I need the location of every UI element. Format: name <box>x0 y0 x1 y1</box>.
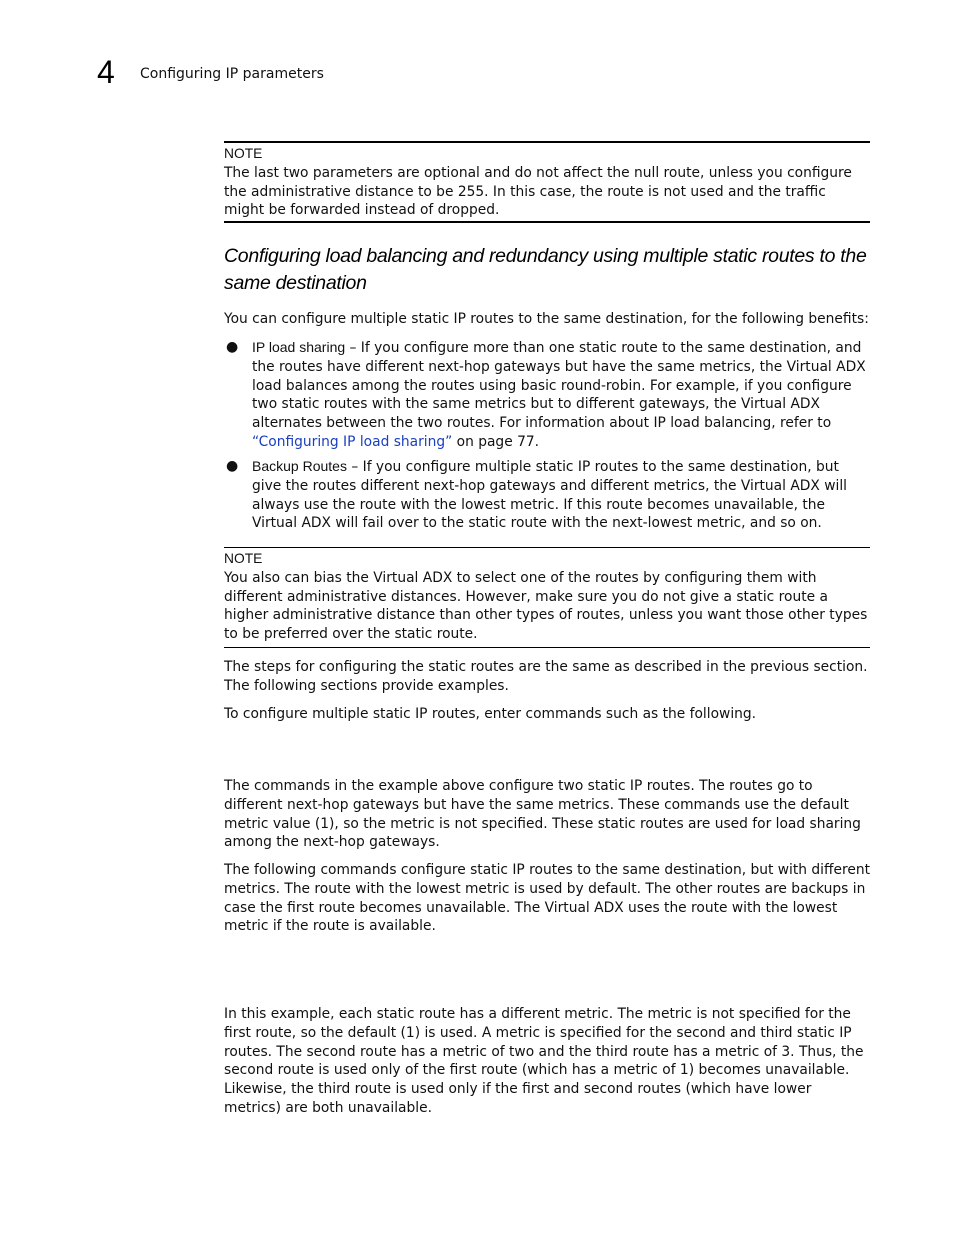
bullet-term: Backup Routes <box>252 458 347 474</box>
note-label: NOTE <box>224 146 263 161</box>
paragraph: To configure multiple static IP routes, enter commands such as the following. <box>224 706 757 722</box>
chapter-title: Configuring IP parameters <box>140 66 324 82</box>
list-item <box>224 457 870 533</box>
bullet-text: – If you configure multiple static IP routes to the same destination, but give the routes different next-hop gateways and different metrics, the Virtual ADX will always use the route with the lowest metric. If this route becomes unavailable, the Virtual ADX will fail over to the static route with the next-lowest metric, and so on. <box>252 459 848 532</box>
paragraph: The steps for configuring the static routes are the same as described in the previous section. The following sections provide examples. <box>224 659 868 694</box>
chapter-number: 4 <box>97 54 115 90</box>
bullet-icon: ● <box>226 339 239 355</box>
section-heading: Configuring load balancing and redundancy using multiple static routes to the same destination <box>224 245 867 294</box>
note-text: The last two parameters are optional and do not affect the null route, unless you configure the administrative distance to be 255. In this case, the route is not used and the traffic might be forwarded instead of dropped. <box>224 164 852 219</box>
paragraph: The commands in the example above configure two static IP routes. The routes go to different next-hop gateways but have the same metrics. These commands use the default metric value (1), so the metric is not specified. These static routes are used for load sharing among the next-hop gateways. <box>224 778 861 851</box>
cross-reference-link[interactable]: “Configuring IP load sharing” <box>252 433 453 450</box>
bullet-icon: ● <box>226 458 239 474</box>
paragraph: The following commands configure static IP routes to the same destination, but with different metrics. The route with the lowest metric is used by default. The other routes are backups in case the first route becomes unavailable. The Virtual ADX uses the route with the lowest metric if the route is available. <box>224 862 871 935</box>
bullet-text-tail: on page 77. <box>452 433 540 450</box>
note-text: You also can bias the Virtual ADX to select one of the routes by configuring them with different administrative distances. However, make sure you do not give a static route a higher administrative distance than other types of routes, unless you want those other types to be preferred over the static route. <box>224 569 868 643</box>
note-label: NOTE <box>224 551 263 566</box>
bullet-term: IP load sharing <box>252 339 346 355</box>
list-item <box>224 338 870 452</box>
note-box <box>224 141 870 223</box>
note-box <box>224 547 870 648</box>
bullet-text: – If you configure more than one static route to the same destination, and the routes have different next-hop gateways but have the same metrics, the Virtual ADX load balances among the routes using basic round-robin. For example, if you configure two static routes with the same metrics but to different gateways, the Virtual ADX alternates between the two routes. For information about IP load balancing, refer to <box>252 340 866 432</box>
paragraph: In this example, each static route has a different metric. The metric is not specified for the first route, so the default (1) is used. A metric is specified for the second and third static IP routes. The second route has a metric of two and the third route has a metric of 3. Thus, the second route is used only of the first route (which has a metric of 1) becomes unavailable. Likewise, the third route is used only if the first and second routes (which have lower metrics) are both unavailable. <box>224 1006 864 1116</box>
intro-paragraph: You can configure multiple static IP routes to the same destination, for the following benefits: <box>224 311 869 327</box>
